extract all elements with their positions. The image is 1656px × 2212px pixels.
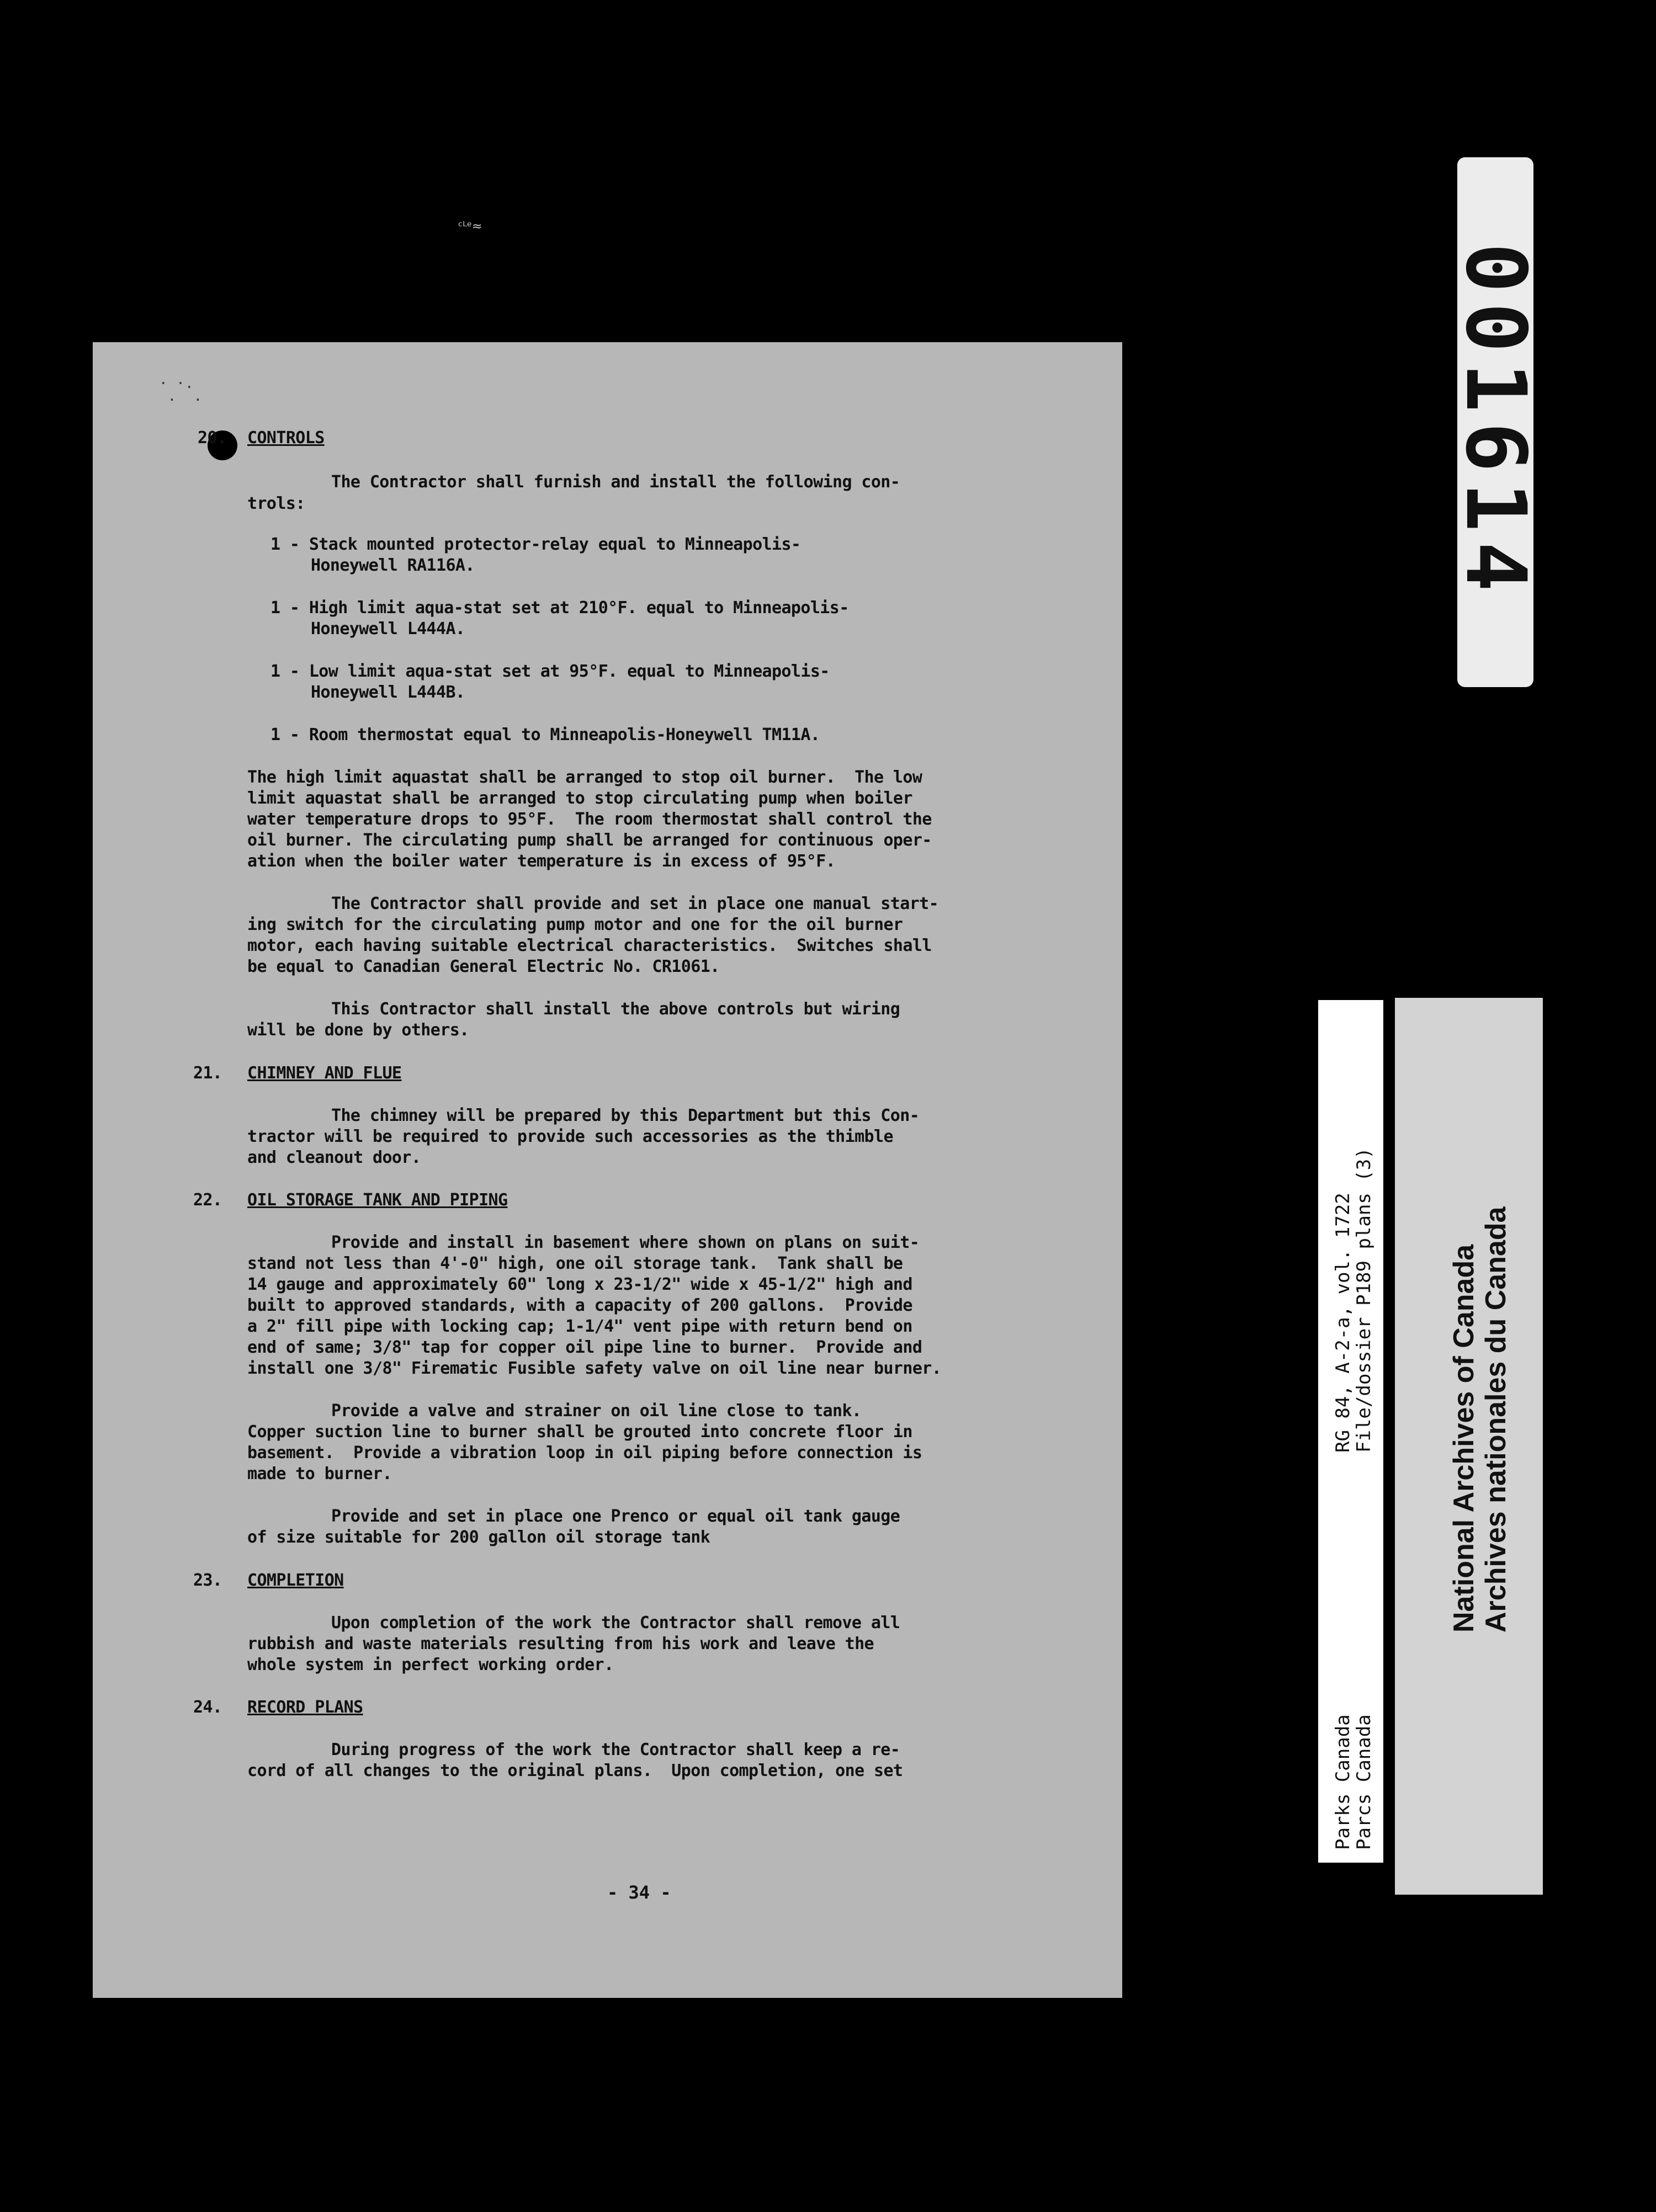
text-line: 1 - Low limit aqua-stat set at 95°F. equal to Minneapolis- [270,662,830,681]
document-body [93,342,1122,1998]
file-line: File/dossier P189 plans (3) [1353,1147,1375,1453]
text-line: end of same; 3/8" tap for copper oil pipe line to burner. Provide and [247,1338,922,1357]
text-line: rubbish and waste materials resulting from his work and leave the [247,1634,874,1653]
text-line: Honeywell L444B. [311,683,465,702]
text-line: whole system in perfect working order. [247,1655,614,1674]
film-smudge: ᶜᴸᵉ≈ [458,220,482,233]
text-line: 14 gauge and approximately 60" long x 23-1/2" wide x 45-1/2" high and [247,1275,912,1294]
parks-canada-label [1318,1000,1383,1863]
text-line: basement. Provide a vibration loop in oil piping before connection is [247,1443,922,1463]
section-number: 22. [193,1190,222,1210]
text-line: Honeywell RA116A. [311,556,475,575]
section-number: 21. [193,1064,222,1083]
document-page [93,342,1122,1998]
archives-label [1395,998,1543,1895]
text-line: 1 - Stack mounted protector-relay equal to Minneapolis- [270,535,801,554]
text-line: The Contractor shall furnish and install the following con- [331,472,900,492]
section-number: 23. [193,1571,222,1590]
page-specks: · ·. · · [159,375,203,408]
text-line: Provide a valve and strainer on oil line close to tank. [331,1401,862,1421]
text-line: of size suitable for 200 gallon oil storage tank [247,1528,710,1547]
parks-canada-en: Parks Canada [1332,1714,1354,1850]
archives-name-en: National Archives of Canada [1448,1244,1480,1633]
text-line: Honeywell L444A. [311,619,465,639]
text-line: water temperature drops to 95°F. The room thermostat shall control the [247,810,932,829]
text-line: a 2" fill pipe with locking cap; 1-1/4" vent pipe with return bend on [247,1317,912,1336]
film-number-strip [1447,157,1543,687]
text-line: Provide and set in place one Prenco or equal oil tank gauge [331,1507,900,1526]
section-number: 24. [193,1698,222,1717]
text-line: stand not less than 4'-0" high, one oil storage tank. Tank shall be [247,1254,903,1273]
section-heading: COMPLETION [247,1571,344,1590]
text-line: built to approved standards, with a capacity of 200 gallons. Provide [247,1296,912,1315]
parks-canada-fr: Parcs Canada [1353,1714,1375,1850]
text-line: Provide and install in basement where shown on plans on suit- [331,1233,920,1252]
text-line: The chimney will be prepared by this Department but this Con- [331,1106,920,1125]
text-line: install one 3/8" Firematic Fusible safety valve on oil line near burner. [247,1359,942,1378]
text-line: will be done by others. [247,1020,469,1040]
text-line: be equal to Canadian General Electric No. CR1061. [247,957,720,976]
section-heading: RECORD PLANS [247,1698,363,1717]
text-line: and cleanout door. [247,1148,421,1167]
text-line: This Contractor shall install the above controls but wiring [331,999,900,1019]
text-line: tractor will be required to provide such accessories as the thimble [247,1127,893,1146]
text-line: Copper suction line to burner shall be grouted into concrete floor in [247,1422,912,1442]
section-number: 20. [198,428,227,448]
film-number: 001614 [1447,243,1543,602]
section-heading: CHIMNEY AND FLUE [247,1064,402,1083]
text-line: motor, each having suitable electrical characteristics. Switches shall [247,936,932,955]
text-line: Upon completion of the work the Contractor shall remove all [331,1613,900,1633]
text-line: trols: [247,494,305,513]
section-heading: CONTROLS [247,428,325,448]
text-line: made to burner. [247,1464,392,1483]
text-line: ing switch for the circulating pump motor and one for the oil burner [247,915,903,934]
reference-line: RG 84, A-2-a, vol. 1722 [1332,1193,1354,1453]
archives-name-fr: Archives nationales du Canada [1480,1206,1512,1633]
text-line: The high limit aquastat shall be arranged to stop oil burner. The low [247,768,922,787]
text-line: oil burner. The circulating pump shall be arranged for continuous oper- [247,831,932,850]
section-heading: OIL STORAGE TANK AND PIPING [247,1190,508,1210]
page-number: - 34 - [607,1882,671,1903]
text-line: The Contractor shall provide and set in place one manual start- [331,894,939,913]
text-line: ation when the boiler water temperature is in excess of 95°F. [247,852,836,871]
text-line: 1 - Room thermostat equal to Minneapolis-Honeywell TM11A. [270,725,820,745]
text-line: limit aquastat shall be arranged to stop circulating pump when boiler [247,789,912,808]
text-line: cord of all changes to the original plans. Upon completion, one set [247,1761,903,1780]
text-line: 1 - High limit aqua-stat set at 210°F. equal to Minneapolis- [270,598,849,618]
text-line: During progress of the work the Contractor shall keep a re- [331,1740,900,1759]
